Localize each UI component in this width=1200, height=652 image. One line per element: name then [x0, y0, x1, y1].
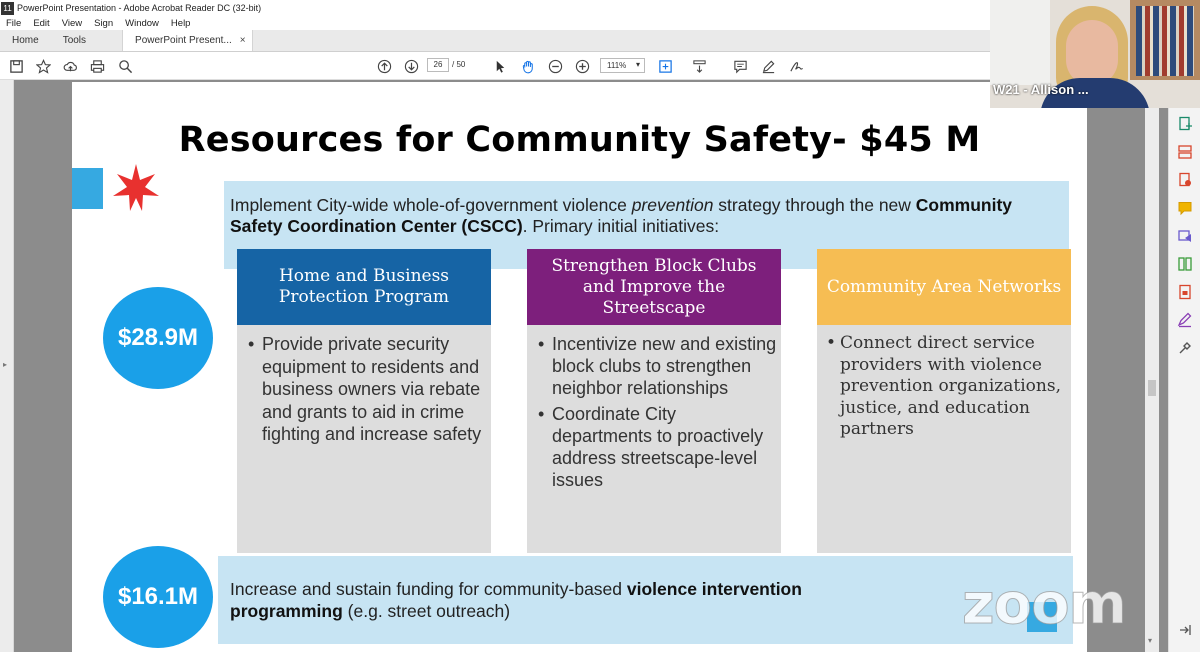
fill-sign-icon[interactable] — [1177, 312, 1193, 328]
menu-bar — [0, 16, 990, 30]
app-icon: 11 — [1, 2, 14, 15]
page-total: / 50 — [452, 60, 466, 69]
bullet-item: • Provide private security equipment to residents and business owners via rebate and grants to aid in crime fighting and increase safety — [248, 333, 488, 446]
chicago-star-icon — [110, 162, 162, 214]
menu-file[interactable]: File — [6, 17, 22, 29]
next-page-icon[interactable] — [402, 57, 420, 75]
left-panel-toggle[interactable] — [0, 80, 14, 652]
intervention-text: Increase and sustain funding for community-based violence intervention programming (e.g. street outreach) — [230, 579, 802, 621]
background-window — [990, 0, 1050, 85]
comment-icon[interactable] — [731, 57, 749, 75]
slide-title: Resources for Community Safety- $45 M — [178, 120, 981, 160]
fit-page-icon[interactable] — [656, 57, 674, 75]
window-title: PowerPoint Presentation - Adobe Acrobat Reader DC (32-bit) — [17, 3, 262, 13]
bullet-item: • Connect direct service providers with violence prevention organizations, justice, and education partners — [826, 333, 1066, 441]
books — [1136, 6, 1194, 76]
tab-document[interactable] — [122, 30, 253, 51]
previous-page-icon[interactable] — [375, 57, 393, 75]
decorative-blue-square — [72, 168, 103, 209]
bullet-list — [826, 333, 1066, 445]
send-for-review-icon[interactable] — [1177, 228, 1193, 244]
bullet-item: • Coordinate City departments to proactively address streetscape-level issues — [538, 403, 778, 491]
zoom-in-icon[interactable] — [573, 57, 591, 75]
initiative-heading-home-business: Home and Business Protection Program — [237, 249, 491, 325]
menu-window[interactable]: Window — [125, 17, 159, 29]
chevron-down-icon: ▾ — [635, 60, 640, 69]
intro-text: Implement City-wide whole-of-government violence prevention strategy through the new Community Safety Coordination Center (CSCC). Primary initial initiatives: — [230, 195, 1013, 236]
hand-tool-icon[interactable] — [519, 57, 537, 75]
bullet-list — [538, 333, 778, 495]
comment-tool-icon[interactable] — [1177, 200, 1193, 216]
highlight-pen-icon[interactable] — [759, 57, 777, 75]
tab-home[interactable]: Home — [12, 35, 39, 46]
expand-arrow-icon[interactable]: ▸ — [3, 360, 8, 369]
tab-document-label: PowerPoint Present... — [135, 35, 232, 46]
window-title-bar — [0, 0, 990, 16]
sign-icon[interactable] — [787, 57, 805, 75]
star-bookmark-icon[interactable] — [34, 57, 52, 75]
zoom-watermark: zoom — [962, 572, 1126, 637]
bullet-item: • Incentivize new and existing block clubs to strengthen neighbor relationships — [538, 333, 778, 399]
zoom-level-value: 111% — [607, 61, 627, 70]
funding-amount-circle: $28.9M — [103, 287, 213, 389]
page-number-input[interactable]: 26 — [427, 58, 449, 72]
participant-name-label: W21 - Allison ... — [993, 82, 1089, 97]
scrollbar-thumb[interactable] — [1148, 380, 1156, 396]
scroll-mode-icon[interactable] — [690, 57, 708, 75]
funding-amount-circle: $16.1M — [103, 546, 213, 648]
close-icon[interactable]: × — [239, 35, 246, 46]
combine-files-icon[interactable] — [1177, 144, 1193, 160]
vertical-scrollbar[interactable] — [1145, 80, 1159, 652]
menu-view[interactable]: View — [61, 17, 83, 29]
bullet-list — [248, 333, 488, 450]
menu-sign[interactable]: Sign — [94, 17, 114, 29]
protect-icon[interactable] — [1177, 284, 1193, 300]
zoom-out-icon[interactable] — [546, 57, 564, 75]
zoom-level-select[interactable] — [600, 58, 645, 73]
menu-edit[interactable]: Edit — [33, 17, 50, 29]
tab-bar — [0, 30, 990, 52]
create-pdf-icon[interactable] — [1177, 116, 1193, 132]
right-tools-panel — [1168, 108, 1200, 652]
scroll-down-icon[interactable]: ▾ — [1148, 636, 1153, 645]
select-cursor-icon[interactable] — [491, 57, 509, 75]
tab-tools[interactable]: Tools — [62, 35, 87, 46]
search-icon[interactable] — [116, 57, 134, 75]
save-icon[interactable] — [7, 57, 25, 75]
print-icon[interactable] — [88, 57, 106, 75]
organize-pages-icon[interactable] — [1177, 256, 1193, 272]
initiative-heading-block-clubs: Strengthen Block Clubs and Improve the Streetscape — [527, 249, 781, 325]
export-pdf-icon[interactable] — [1177, 172, 1193, 188]
menu-help[interactable]: Help — [170, 17, 191, 29]
participant-face — [1066, 20, 1118, 86]
initiative-heading-community-networks: Community Area Networks — [817, 249, 1071, 325]
slide-page — [72, 82, 1087, 652]
more-tools-icon[interactable] — [1177, 340, 1193, 356]
cloud-upload-icon[interactable] — [61, 57, 79, 75]
collapse-panel-icon[interactable] — [1177, 622, 1193, 638]
